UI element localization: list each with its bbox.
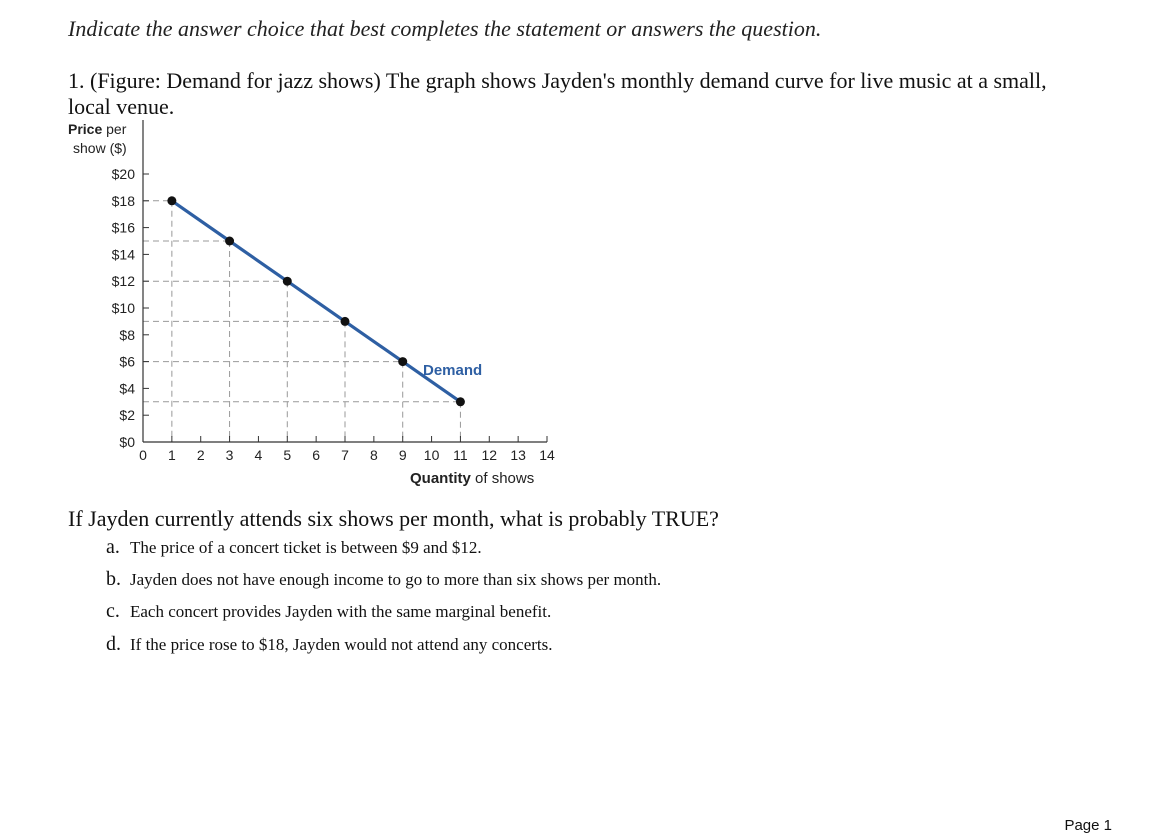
x-tick-label: 3: [225, 447, 234, 463]
x-tick-label: 14: [539, 447, 555, 463]
demand-point: [398, 357, 407, 366]
choice-a[interactable]: [106, 536, 482, 559]
x-tick-labels: [139, 447, 555, 463]
y-axis-label-line2: show ($): [73, 140, 127, 156]
choice-b-letter: b.: [106, 568, 121, 590]
choice-b-text: Jayden does not have enough income to go to more than six shows per month.: [130, 570, 662, 589]
demand-point: [341, 317, 350, 326]
x-tick-label: 11: [453, 447, 468, 463]
x-tick-label: 12: [481, 447, 498, 463]
y-tick-label: $14: [111, 246, 135, 263]
choice-d-letter: d.: [106, 633, 121, 655]
instructions: Indicate the answer choice that best completes the statement or answers the question.: [68, 16, 822, 41]
demand-curve: [172, 201, 461, 402]
x-tick-label: 1: [167, 447, 176, 463]
demand-chart: [60, 120, 580, 490]
choice-c-letter: c.: [106, 600, 120, 622]
choice-d-text: If the price rose to $18, Jayden would not attend any concerts.: [130, 635, 553, 654]
x-axis-label: [410, 470, 534, 487]
x-tick-label: 13: [510, 447, 526, 463]
y-tick-label: $2: [119, 407, 135, 424]
choice-a-text: The price of a concert ticket is between $9 and $12.: [130, 538, 482, 557]
demand-point: [283, 277, 292, 286]
y-tick-label: $12: [111, 273, 135, 290]
y-tick-label: $16: [111, 219, 135, 236]
x-axis-label-rest: of shows: [470, 470, 535, 487]
demand-line: [172, 201, 461, 402]
question-number: 1.: [68, 68, 85, 93]
x-axis-label-bold: Quantity: [410, 470, 471, 487]
choice-b[interactable]: [106, 568, 661, 591]
choice-c-text: Each concert provides Jayden with the same marginal benefit.: [130, 602, 552, 621]
choice-c[interactable]: [106, 600, 551, 623]
y-tick-labels: [112, 166, 136, 450]
choice-d[interactable]: [106, 633, 553, 656]
y-tick-label: $20: [111, 166, 135, 182]
y-axis-label-bold: Price: [68, 121, 103, 137]
x-tick-label: 6: [312, 447, 321, 463]
y-axis-label: [68, 121, 127, 137]
demand-label: Demand: [423, 362, 483, 379]
x-tick-label: 4: [254, 447, 263, 463]
y-tick-label: $4: [119, 380, 135, 397]
question-prompt: If Jayden currently attends six shows per month, what is probably TRUE?: [68, 506, 719, 531]
choice-a-letter: a.: [106, 536, 120, 558]
demand-point: [167, 196, 176, 205]
demand-point: [456, 397, 465, 406]
x-tick-label: 10: [423, 447, 440, 463]
grid-lines: [143, 201, 460, 442]
page-number: Page 1: [1064, 817, 1112, 834]
x-tick-label: 5: [283, 447, 292, 463]
y-axis-label-rest: per: [102, 121, 127, 137]
y-tick-label: $10: [111, 300, 135, 316]
x-tick-label: 9: [398, 447, 407, 463]
demand-point: [225, 237, 234, 246]
y-tick-label: $6: [119, 353, 135, 370]
y-tick-label: $0: [119, 434, 135, 450]
x-tick-label: 7: [341, 447, 349, 463]
y-tick-label: $18: [111, 192, 135, 209]
x-tick-label: 8: [369, 447, 378, 463]
x-tick-label: 0: [139, 447, 147, 463]
x-tick-label: 2: [196, 447, 205, 463]
y-tick-label: $8: [119, 326, 135, 343]
question-stem: [68, 68, 1128, 120]
question-stem-line2: local venue.: [68, 94, 175, 119]
question-stem-line1: (Figure: Demand for jazz shows) The graph shows Jayden's monthly demand curve for live music at a small,: [90, 68, 1047, 93]
